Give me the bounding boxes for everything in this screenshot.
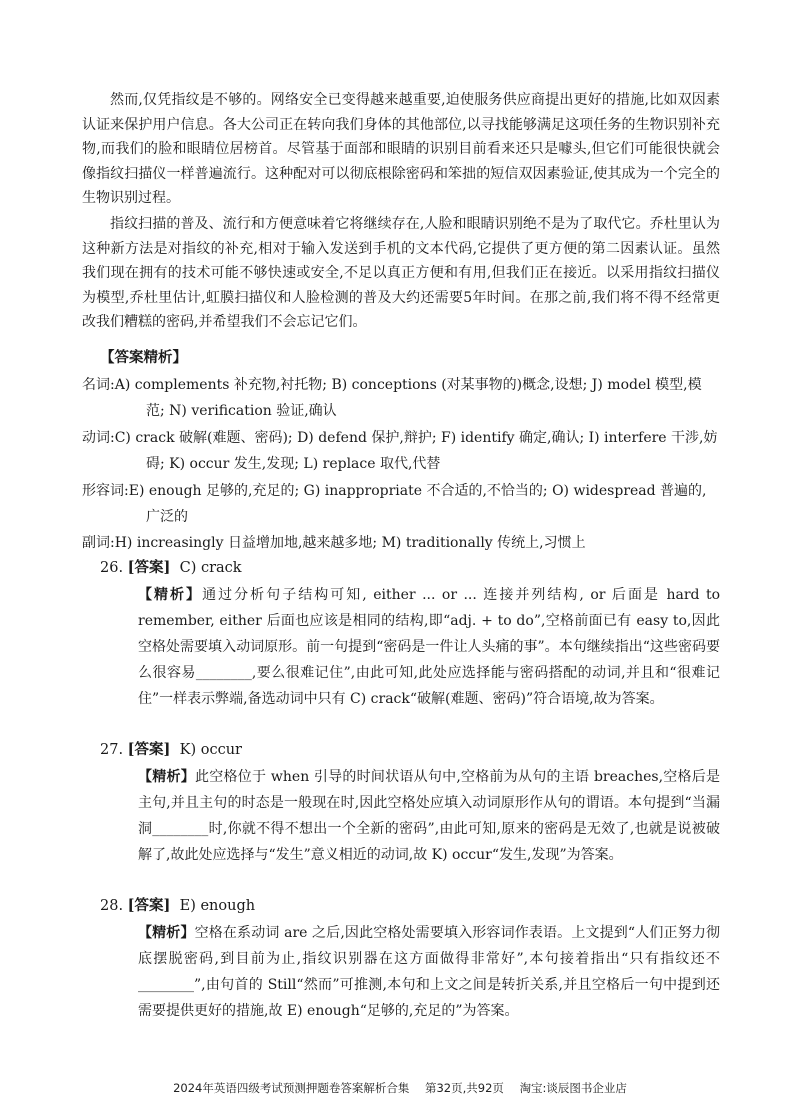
question-number: 27. — [100, 742, 124, 758]
footer-page-number: 第32页,共92页 — [424, 1081, 504, 1095]
explain-text: 此空格位于 when 引导的时间状语从句中,空格前为从句的主语 breaches,空格后是主句,并且主句的时态是一般现在时,因此空格处应填入动词原形作从句的谓语。本句提到“当漏洞________时,你就不得不想出一个全新的密码”,由此可知,原来的密码是无效了,也就是说被破解了,故此处应选择与“发生”意义相近的动词,故 K) occur“发生,发现”为答案。 — [138, 769, 720, 863]
answer-value: K) occur — [179, 742, 242, 758]
answer-value: E) enough — [179, 898, 256, 914]
question-number: 26. — [100, 560, 124, 576]
question-26-explanation — [138, 582, 720, 712]
vocab-text: A) complements 补充物,衬托物; B) conceptions (对某事物的)概念,设想; J) model 模型,模范; N) verification 验证,确认 — [114, 377, 702, 419]
translation-paragraph-2: 指纹扫描的普及、流行和方便意味着它将继续存在,人脸和眼睛识别绝不是为了取代它。乔杜里认为这种新方法是对指纹的补充,相对于输入发送到手机的文本代码,它提供了更方便的第二因素认证。虽然我们现在拥有的技术可能不够快速或安全,不足以真正方便和有用,但我们正在接近。以采用指纹扫描仪为模型,乔杜里估计,虹膜扫描仪和人脸检测的普及大约还需要5年时间。在那之前,我们将不得不经常更改我们糟糕的密码,并希望我们不会忘记它们。 — [82, 216, 720, 331]
explain-tag: 【精析】 — [138, 925, 195, 941]
vocab-label: 形容词: — [82, 483, 129, 499]
vocab-verbs — [82, 425, 720, 477]
question-27-answer-line — [100, 738, 242, 759]
translation-paragraph-1: 然而,仅凭指纹是不够的。网络安全已变得越来越重要,迫使服务供应商提出更好的措施,比如双因素认证来保护用户信息。各大公司正在转向我们身体的其他部位,以寻找能够满足这项任务的生物识别补充物,而我们的脸和眼睛位居榜首。尽管基于面部和眼睛的识别目前看来还只是噱头,但它们可能很快就会像指纹扫描仪一样普遍流行。这种配对可以彻底根除密码和笨拙的短信双因素验证,使其成为一个完全的生物识别过程。 — [82, 92, 720, 207]
answer-tag: [答案] — [127, 741, 171, 758]
explain-text: 通过分析句子结构可知, either ... or ... 连接并列结构, or 后面是 hard to remember, either 后面也应该是相同的结构,即“adj. + to do”,空格前面已有 easy to,因此空格处需要填入动词原形。前一句提到“密码是一件让人头痛的事”。本句继续指出“这些密码要么很容易________,要么很难记住”,由此可知,此处应选择能与密码搭配的动词,并且和“很难记住”一样表示弊端,备选动词中只有 C) crack“破解(难题、密码)”符合语境,故为答案。 — [138, 587, 721, 707]
vocab-adjectives — [82, 478, 720, 530]
explain-text: 空格在系动词 are 之后,因此空格处需要填入形容词作表语。上文提到“人们正努力彻底摆脱密码,到目前为止,指纹识别器在这方面做得非常好”,本句接着指出“只有指纹还不________”,由句首的 Still“然而”可推测,本句和上文之间是转折关系,并且空格后一句中提到还需要提供更好的措施,故 E) enough“足够的,充足的”为答案。 — [138, 925, 720, 1019]
footer-shop: 淘宝:谈辰图书企业店 — [519, 1081, 627, 1095]
vocab-label: 动词: — [82, 430, 115, 446]
question-number: 28. — [100, 898, 124, 914]
answer-analysis-header: 【答案精析】 — [100, 349, 187, 366]
page-footer — [0, 1080, 800, 1096]
footer-title: 2024年英语四级考试预测押题卷答案解析合集 — [173, 1081, 410, 1095]
answer-tag: [答案] — [127, 897, 171, 914]
answer-tag: [答案] — [127, 559, 171, 576]
question-26-answer-line — [100, 556, 242, 577]
vocab-text: C) crack 破解(难题、密码); D) defend 保护,辩护; F) identify 确定,确认; I) interfere 干涉,妨碍; K) occur 发生,发现; L) replace 取代,代替 — [114, 430, 718, 472]
question-28-explanation — [138, 920, 720, 1024]
vocab-nouns — [82, 372, 720, 424]
explain-tag: 【精析】 — [138, 587, 203, 603]
explain-tag: 【精析】 — [138, 769, 195, 785]
question-28-answer-line — [100, 894, 255, 915]
vocab-label: 名词: — [82, 377, 115, 393]
vocab-label: 副词: — [82, 535, 115, 551]
vocab-adverbs — [82, 530, 720, 556]
vocab-text: H) increasingly 日益增加地,越来越多地; M) traditionally 传统上,习惯上 — [114, 535, 586, 551]
vocab-text: E) enough 足够的,充足的; G) inappropriate 不合适的,不恰当的; O) widespread 普遍的,广泛的 — [128, 483, 707, 525]
answer-value: C) crack — [179, 560, 242, 576]
question-27-explanation — [138, 764, 720, 868]
